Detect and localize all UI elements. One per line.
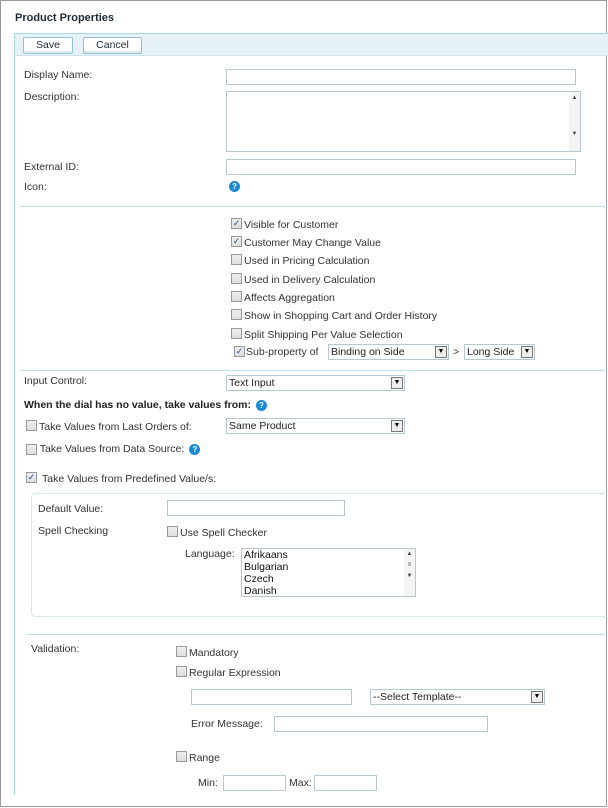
option-checkbox[interactable]: ✓ <box>232 218 241 228</box>
last-orders-select[interactable] <box>226 418 405 434</box>
chevron-down-icon: ▼ <box>521 346 533 358</box>
max-input[interactable] <box>314 775 377 791</box>
chevron-down-icon: ▼ <box>391 377 403 389</box>
help-icon[interactable]: ? <box>229 181 240 192</box>
description-textarea[interactable] <box>226 91 581 152</box>
option-label: Show in Shopping Cart and Order History <box>244 310 438 322</box>
divider <box>20 370 608 371</box>
option-checkbox[interactable] <box>231 254 242 265</box>
mandatory-label: Mandatory <box>189 647 239 659</box>
selected-value: Binding on Side <box>331 346 405 358</box>
no-value-heading-text: When the dial has no value, take values from: <box>24 399 251 411</box>
selected-value: Same Product <box>229 420 296 432</box>
listbox-scrollbar[interactable]: ▲ ≡ ▼ <box>404 549 415 596</box>
last-orders-label: Take Values from Last Orders of: <box>39 421 192 433</box>
icon-label: Icon: <box>24 181 47 193</box>
range-label: Range <box>189 752 220 764</box>
min-input[interactable] <box>223 775 286 791</box>
mandatory-checkbox[interactable] <box>176 646 187 657</box>
language-option[interactable]: Bulgarian <box>244 561 289 573</box>
selected-value: Long Side <box>467 346 515 358</box>
subproperty-checkbox[interactable]: ✓ <box>235 346 244 356</box>
selected-value: --Select Template-- <box>373 691 462 703</box>
regex-input[interactable] <box>191 689 352 705</box>
textarea-scrollbar[interactable]: ▲ ▼ <box>569 92 580 151</box>
min-label: Min: <box>198 777 218 789</box>
subproperty-child-select[interactable] <box>464 344 535 360</box>
page-title: Product Properties <box>15 12 115 24</box>
option-label: Affects Aggregation <box>244 292 335 304</box>
error-message-label: Error Message: <box>191 718 263 730</box>
spell-checker-checkbox[interactable] <box>167 526 178 537</box>
last-orders-checkbox[interactable] <box>26 420 37 431</box>
validation-label: Validation: <box>31 643 80 655</box>
max-label: Max: <box>289 777 312 789</box>
regex-checkbox[interactable] <box>176 666 187 677</box>
option-checkbox[interactable] <box>231 273 242 284</box>
option-label: Split Shipping Per Value Selection <box>244 329 403 341</box>
data-source-row <box>26 443 200 455</box>
data-source-label: Take Values from Data Source: <box>39 443 185 455</box>
display-name-label: Display Name: <box>24 69 93 81</box>
display-name-input[interactable] <box>226 69 576 85</box>
predefined-checkbox[interactable]: ✓ <box>27 472 36 482</box>
option-checkbox[interactable] <box>231 328 242 339</box>
input-control-select[interactable] <box>226 375 405 391</box>
option-checkbox[interactable]: ✓ <box>232 236 241 246</box>
save-button[interactable]: Save <box>23 37 73 54</box>
regex-label: Regular Expression <box>189 667 281 679</box>
subproperty-label: Sub-property of <box>246 346 319 358</box>
divider <box>20 206 608 207</box>
help-icon[interactable]: ? <box>189 444 200 455</box>
default-value-label: Default Value: <box>38 503 104 515</box>
option-label: Visible for Customer <box>244 219 339 231</box>
data-source-checkbox[interactable] <box>26 444 37 455</box>
separator: > <box>453 346 460 358</box>
language-label: Language: <box>185 548 235 560</box>
template-select[interactable] <box>370 689 545 705</box>
divider <box>26 634 608 635</box>
selected-value: Text Input <box>229 377 275 389</box>
chevron-down-icon: ▼ <box>531 691 543 703</box>
option-label: Customer May Change Value <box>244 237 381 249</box>
spell-checking-label: Spell Checking <box>38 525 109 537</box>
error-message-input[interactable] <box>274 716 488 732</box>
option-label: Used in Pricing Calculation <box>244 255 370 267</box>
external-id-label: External ID: <box>24 161 79 173</box>
language-option[interactable]: Afrikaans <box>244 549 288 561</box>
predefined-label: Take Values from Predefined Value/s: <box>42 473 217 485</box>
option-checkbox[interactable] <box>231 309 242 320</box>
cancel-button[interactable]: Cancel <box>83 37 142 54</box>
option-label: Used in Delivery Calculation <box>244 274 376 286</box>
option-checkbox[interactable] <box>231 291 242 302</box>
default-value-input[interactable] <box>167 500 345 516</box>
input-control-label: Input Control: <box>24 375 88 387</box>
spell-checker-label: Use Spell Checker <box>180 527 267 539</box>
language-listbox[interactable] <box>241 548 416 597</box>
language-option[interactable]: Czech <box>244 573 274 585</box>
external-id-input[interactable] <box>226 159 576 175</box>
language-option[interactable]: Danish <box>244 585 277 597</box>
chevron-down-icon: ▼ <box>435 346 447 358</box>
no-value-heading <box>24 399 267 411</box>
help-icon[interactable]: ? <box>256 400 267 411</box>
description-label: Description: <box>24 91 80 103</box>
chevron-down-icon: ▼ <box>391 420 403 432</box>
subproperty-parent-select[interactable] <box>328 344 449 360</box>
range-checkbox[interactable] <box>176 751 187 762</box>
